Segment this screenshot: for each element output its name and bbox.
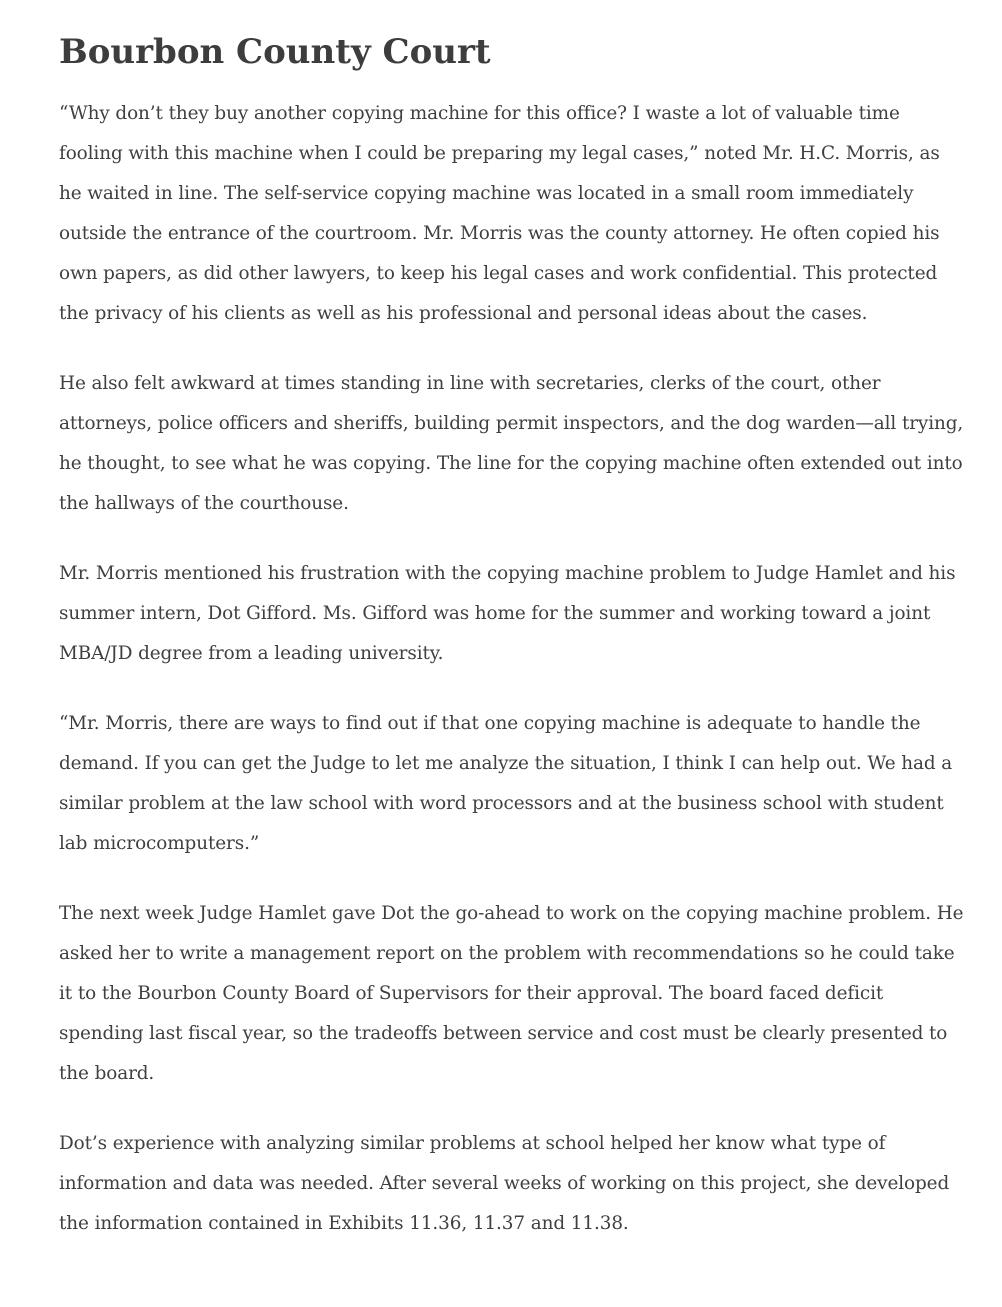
article	[59, 28, 964, 1274]
paragraph-1: “Why don’t they buy another copying machine for this office? I waste a lot of valuable time fooling with this machine when I could be preparing my legal cases,” noted Mr. H.C. Morris, as he waited in line. The self-service copying machine was located in a small room immediately outside the entrance of the courtroom. Mr. Morris was the county attorney. He often copied his own papers, as did other lawyers, to keep his legal cases and work confidential. This protected the privacy of his clients as well as his professional and personal ideas about the cases.	[59, 103, 940, 324]
paragraph-3: Mr. Morris mentioned his frustration with the copying machine problem to Judge Hamlet and his summer intern, Dot Gifford. Ms. Gifford was home for the summer and working toward a joint MBA/JD degree from a leading university.	[59, 563, 956, 664]
paragraph-5: The next week Judge Hamlet gave Dot the go-ahead to work on the copying machine problem. He asked her to write a management report on the problem with recommendations so he could take it to the Bourbon County Board of Supervisors for their approval. The board faced deficit spending last fiscal year, so the tradeoffs between service and cost must be clearly presented to the board.	[59, 903, 964, 1084]
paragraph-6: Dot’s experience with analyzing similar problems at school helped her know what type of information and data was needed. After several weeks of working on this project, she developed the information contained in Exhibits 11.36, 11.37 and 11.38.	[59, 1133, 950, 1234]
page-title: Bourbon County Court	[59, 32, 491, 72]
paragraph-4: “Mr. Morris, there are ways to find out if that one copying machine is adequate to handle the demand. If you can get the Judge to let me analyze the situation, I think I can help out. We had a similar problem at the law school with word processors and at the business school with student lab microcomputers.”	[59, 713, 953, 854]
paragraph-2: He also felt awkward at times standing in line with secretaries, clerks of the court, other attorneys, police officers and sheriffs, building permit inspectors, and the dog warden—all trying, he thought, to see what he was copying. The line for the copying machine often extended out into the hallways of the courthouse.	[59, 373, 964, 514]
